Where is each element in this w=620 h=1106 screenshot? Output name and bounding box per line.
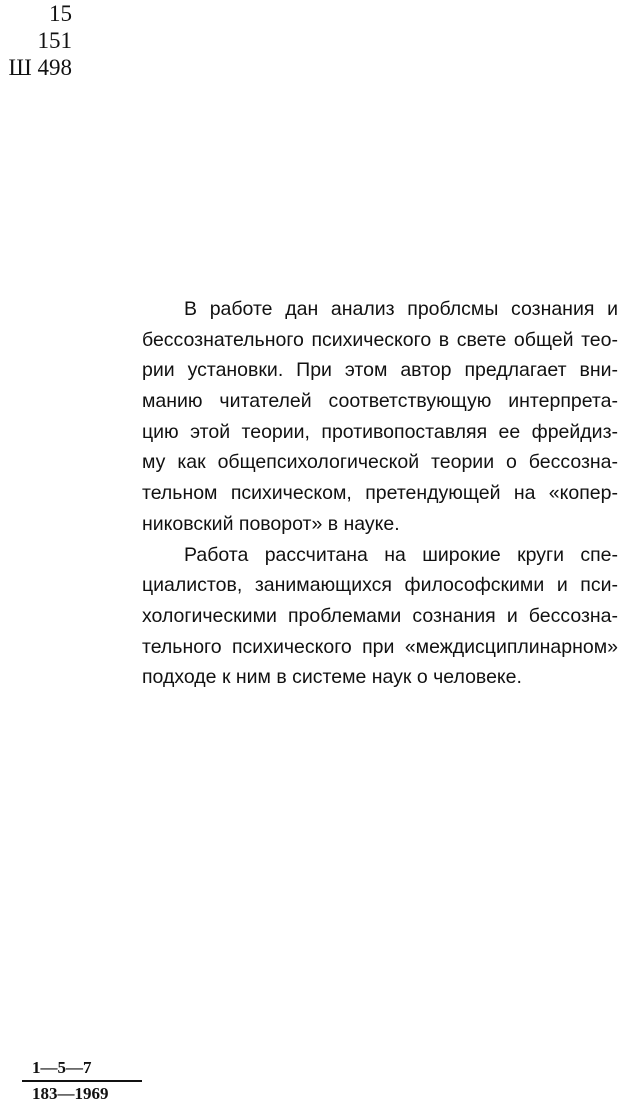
abstract-line: манию читателей соответствующую интерпрета- (142, 390, 618, 413)
imprint-top: 1—5—7 (32, 1058, 92, 1077)
abstract-line: бессознательного психического в свете общей тео- (142, 328, 618, 351)
abstract-line: хологическими проблемами сознания и бессозна- (142, 604, 618, 627)
abstract-text (142, 294, 618, 693)
abstract-line: Работа рассчитана на широкие круги спе- (184, 543, 618, 566)
abstract-line: подходе к ним в системе наук о человеке. (142, 666, 522, 689)
abstract-line: тельного психического при «междисциплинарном» (142, 635, 618, 658)
abstract-line: тельном психическом, претендующей на «копер- (142, 482, 618, 505)
abstract-line: никовский поворот» в науке. (142, 512, 400, 535)
catalog-line: 151 (37, 28, 72, 53)
abstract-line: циалистов, занимающихся философскими и пси- (142, 574, 618, 597)
abstract-line: рии установки. При этом автор предлагает вни- (142, 359, 618, 382)
abstract-line: му как общепсихологической теории о бессозна- (142, 451, 618, 474)
abstract-line: В работе дан анализ проблсмы сознания и (184, 298, 618, 320)
imprint-code (22, 1058, 142, 1104)
imprint-divider (22, 1080, 142, 1082)
catalog-line: Ш 498 (8, 55, 72, 80)
imprint-bottom: 183—1969 (32, 1084, 109, 1103)
abstract-line: цию этой теории, противопоставляя ее фрейдиз- (142, 420, 618, 443)
catalog-line: 15 (49, 1, 72, 26)
catalog-index (0, 0, 72, 81)
